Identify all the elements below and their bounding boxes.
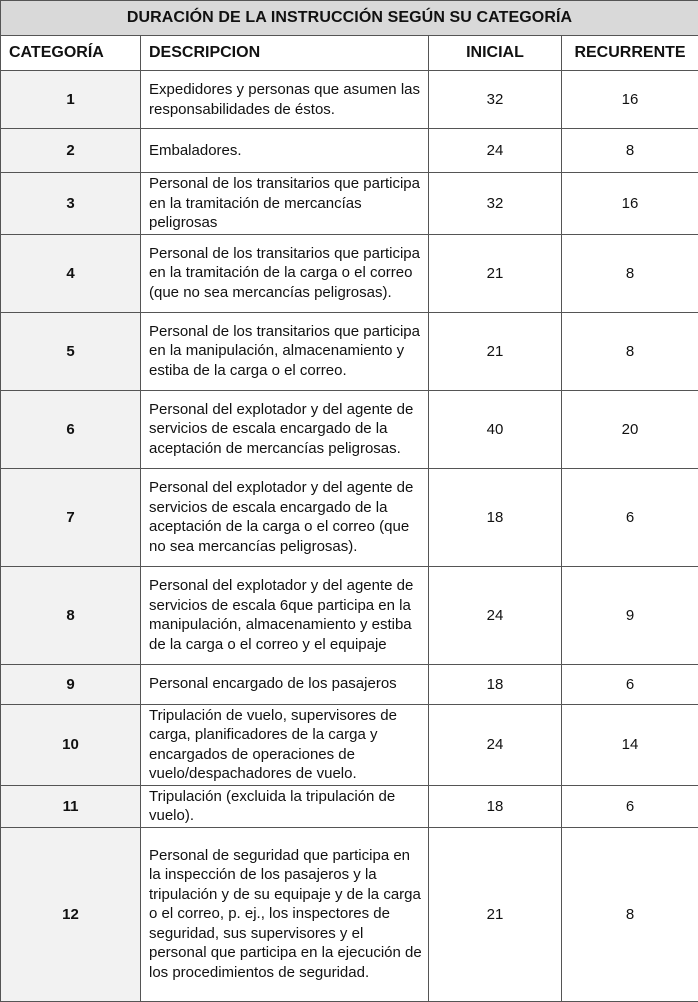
header-category: CATEGORÍA [1,36,141,71]
row-recurrent: 20 [562,390,698,468]
row-category: 5 [1,312,141,390]
row-description: Personal de los transitarios que participa en la tramitación de mercancías peligrosas [141,173,429,235]
header-row [1,36,698,71]
row-recurrent: 6 [562,664,698,704]
row-category: 9 [1,664,141,704]
row-initial: 18 [429,785,562,827]
row-initial: 21 [429,312,562,390]
row-initial: 24 [429,566,562,664]
row-category: 10 [1,704,141,785]
row-recurrent: 16 [562,173,698,235]
table-row [1,312,698,390]
row-initial: 32 [429,71,562,129]
row-initial: 24 [429,129,562,173]
row-recurrent: 16 [562,71,698,129]
row-category: 6 [1,390,141,468]
row-recurrent: 8 [562,312,698,390]
row-initial: 32 [429,173,562,235]
row-recurrent: 6 [562,468,698,566]
row-description: Expedidores y personas que asumen las responsabilidades de éstos. [141,71,429,129]
row-initial: 18 [429,468,562,566]
row-description: Personal del explotador y del agente de servicios de escala encargado de la aceptación de mercancías peligrosas. [141,390,429,468]
row-recurrent: 14 [562,704,698,785]
row-initial: 18 [429,664,562,704]
table-row [1,129,698,173]
title-row [1,1,698,36]
row-category: 4 [1,234,141,312]
header-recurrent: RECURRENTE [562,36,698,71]
table-row [1,173,698,235]
table-row [1,390,698,468]
row-recurrent: 8 [562,827,698,1001]
row-category: 2 [1,129,141,173]
row-description: Personal del explotador y del agente de servicios de escala 6que participa en la manipulación, almacenamiento y estiba de la carga o el correo y el equipaje [141,566,429,664]
table-row [1,827,698,1001]
row-description: Personal de los transitarios que participa en la tramitación de la carga o el correo (que no sea mercancías peligrosas). [141,234,429,312]
row-description: Personal del explotador y del agente de servicios de escala encargado de la aceptación de la carga o el correo (que no sea mercancías peligrosas). [141,468,429,566]
row-description: Personal encargado de los pasajeros [141,664,429,704]
row-description: Personal de los transitarios que participa en la manipulación, almacenamiento y estiba de la carga o el correo. [141,312,429,390]
table-row [1,704,698,785]
row-category: 7 [1,468,141,566]
table-row [1,468,698,566]
table-row [1,785,698,827]
row-recurrent: 6 [562,785,698,827]
table-row [1,566,698,664]
row-initial: 21 [429,234,562,312]
row-description: Personal de seguridad que participa en la inspección de los pasajeros y la tripulación y de su equipaje y de la carga o el correo, p. ej., los inspectores de seguridad, sus supervisores y el personal que participa en la ejecución de los procedimientos de seguridad. [141,827,429,1001]
row-category: 11 [1,785,141,827]
table-title: DURACIÓN DE LA INSTRUCCIÓN SEGÚN SU CATEGORÍA [1,1,698,36]
row-category: 8 [1,566,141,664]
row-recurrent: 8 [562,129,698,173]
row-initial: 24 [429,704,562,785]
row-initial: 21 [429,827,562,1001]
table-row [1,664,698,704]
row-description: Tripulación de vuelo, supervisores de carga, planificadores de la carga y encargados de operaciones de vuelo/despachadores de vuelo. [141,704,429,785]
row-description: Tripulación (excluida la tripulación de vuelo). [141,785,429,827]
row-recurrent: 9 [562,566,698,664]
row-category: 12 [1,827,141,1001]
row-initial: 40 [429,390,562,468]
header-description: DESCRIPCION [141,36,429,71]
table-row [1,234,698,312]
row-category: 1 [1,71,141,129]
header-initial: INICIAL [429,36,562,71]
table-row [1,71,698,129]
row-recurrent: 8 [562,234,698,312]
row-description: Embaladores. [141,129,429,173]
row-category: 3 [1,173,141,235]
